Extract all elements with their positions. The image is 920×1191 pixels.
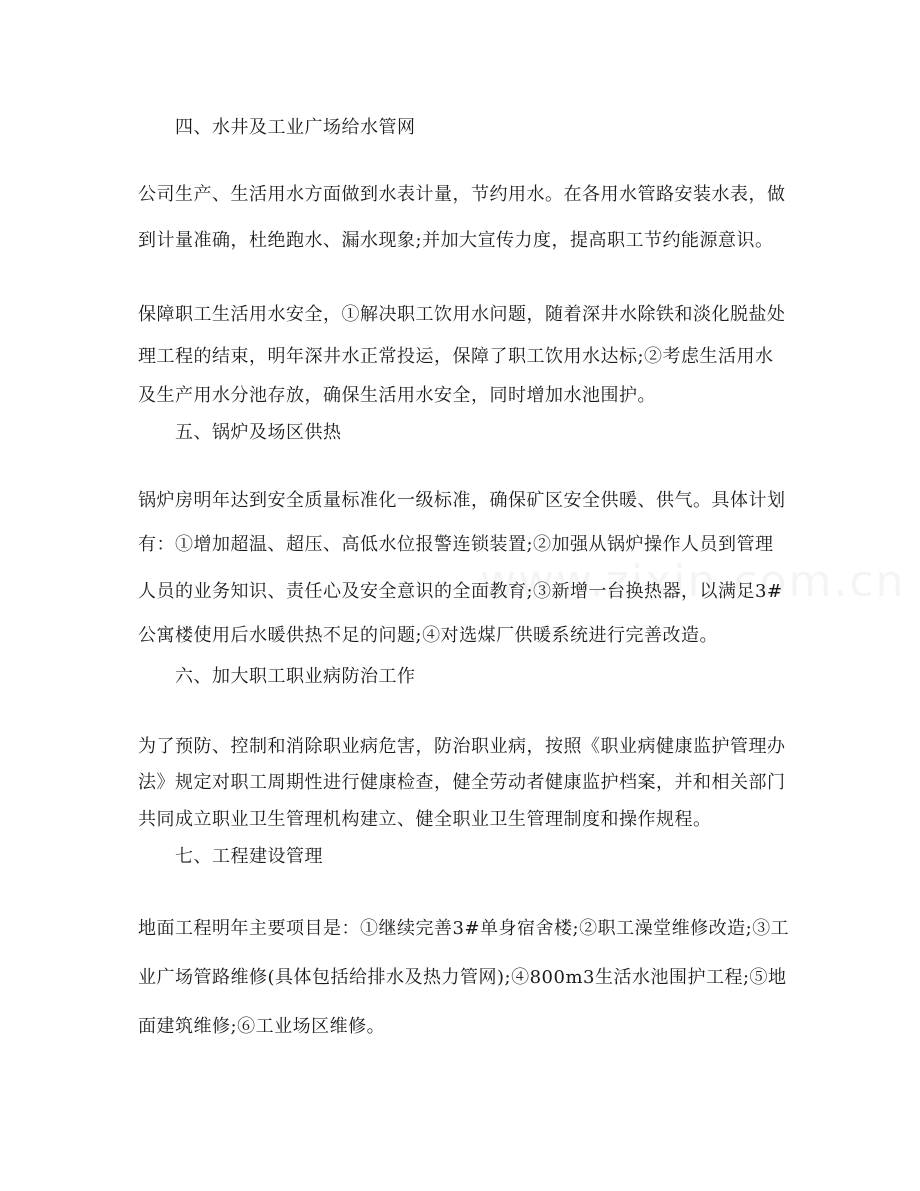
section-heading: 七、工程建设管理 — [175, 846, 323, 867]
paragraph-line: 法》规定对职工周期性进行健康检查，健全劳动者健康监护档案，并和相关部门 — [138, 772, 786, 793]
section-heading: 五、锅炉及场区供热 — [175, 422, 342, 443]
paragraph-line: 及生产用水分池存放，确保生活用水安全，同时增加水池围护。 — [138, 385, 656, 406]
paragraph-line: 人员的业务知识、责任心及安全意识的全面教育;③新增一台换热器，以满足3# — [138, 581, 783, 602]
paragraph-line: 公司生产、生活用水方面做到水表计量，节约用水。在各用水管路安装水表，做 — [138, 184, 786, 205]
paragraph-line: 地面工程明年主要项目是：①继续完善3#单身宿舍楼;②职工澡堂维修改造;③工 — [138, 918, 790, 939]
paragraph-line: 公寓楼使用后水暖供热不足的问题;④对选煤厂供暖系统进行完善改造。 — [138, 625, 719, 646]
paragraph-line: 到计量准确，杜绝跑水、漏水现象;并加大宣传力度，提高职工节约能源意识。 — [138, 230, 774, 251]
paragraph-line: 保障职工生活用水安全，①解决职工饮用水问题，随着深井水除铁和淡化脱盐处 — [138, 304, 786, 325]
section-heading: 四、水井及工业广场给水管网 — [175, 117, 416, 138]
section-heading: 六、加大职工职业病防治工作 — [175, 666, 416, 687]
paragraph-line: 共同成立职业卫生管理机构建立、健全职业卫生管理制度和操作规程。 — [138, 809, 712, 830]
paragraph-line: 理工程的结束，明年深井水正常投运，保障了职工饮用水达标;②考虑生活用水 — [138, 346, 774, 367]
paragraph-line: 有：①增加超温、超压、高低水位报警连锁装置;②加强从锅炉操作人员到管理 — [138, 534, 774, 555]
paragraph-line: 锅炉房明年达到安全质量标准化一级标准，确保矿区安全供暖、供气。具体计划 — [138, 490, 786, 511]
paragraph-line: 面建筑维修;⑥工业场区维修。 — [138, 1016, 386, 1037]
paragraph-line: 业广场管路维修(具体包括给排水及热力管网);④800m3生活水池围护工程;⑤地 — [138, 967, 787, 988]
paragraph-line: 为了预防、控制和消除职业病危害，防治职业病，按照《职业病健康监护管理办 — [138, 736, 786, 757]
